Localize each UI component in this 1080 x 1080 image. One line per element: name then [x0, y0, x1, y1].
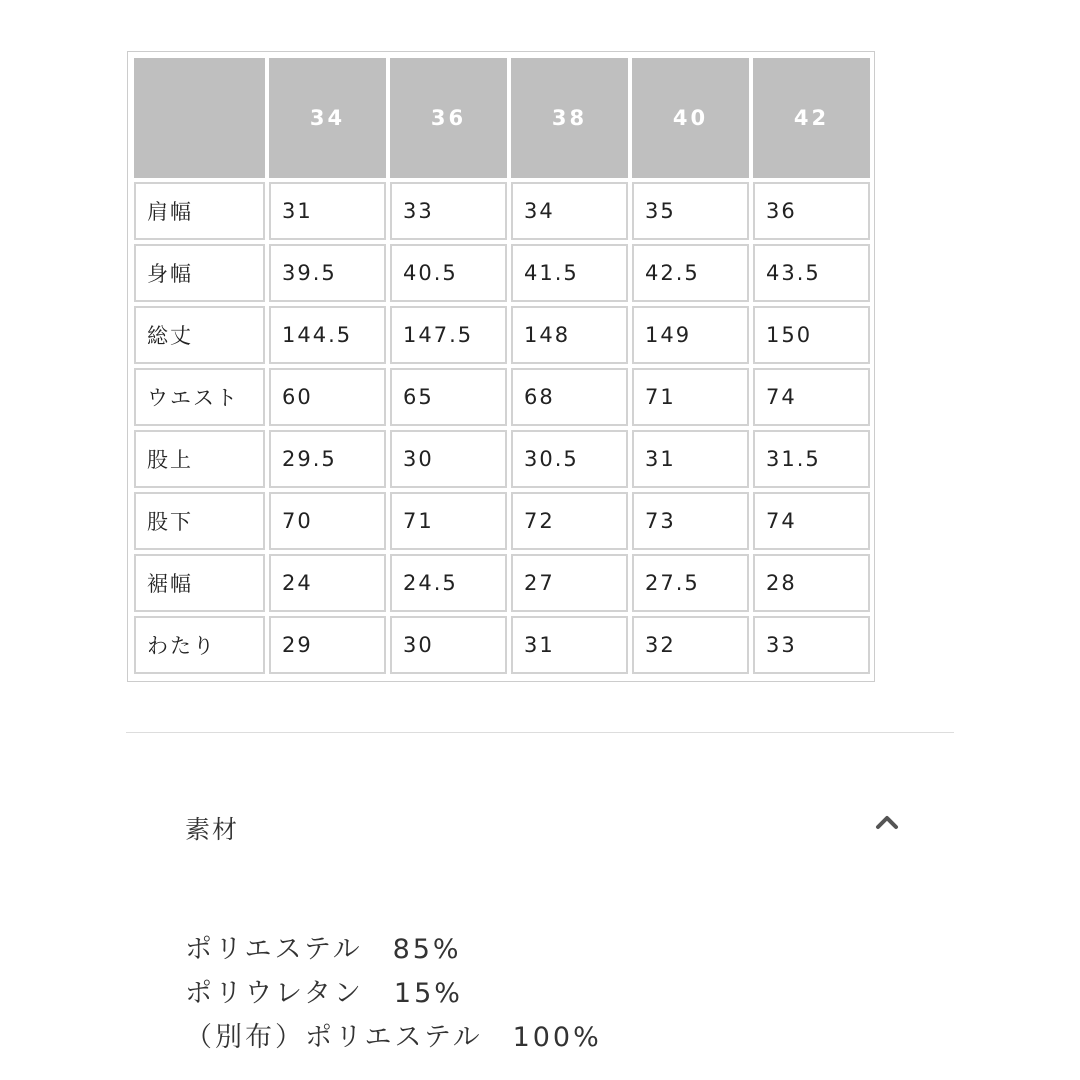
table-cell: 32: [632, 616, 749, 674]
table-row: [134, 492, 870, 550]
row-label: 総丈: [134, 306, 265, 364]
header-size-42: 42: [753, 58, 870, 178]
table-cell: 65: [390, 368, 507, 426]
table-cell: 147.5: [390, 306, 507, 364]
size-chart: [127, 51, 875, 682]
row-label: 股上: [134, 430, 265, 488]
table-cell: 27: [511, 554, 628, 612]
table-cell: 149: [632, 306, 749, 364]
material-accordion-header[interactable]: [126, 790, 954, 860]
table-cell: 42.5: [632, 244, 749, 302]
table-cell: 73: [632, 492, 749, 550]
table-cell: 29: [269, 616, 386, 674]
table-row: [134, 368, 870, 426]
row-label: ウエスト: [134, 368, 265, 426]
table-cell: 33: [390, 182, 507, 240]
table-row: [134, 306, 870, 364]
row-label: わたり: [134, 616, 265, 674]
table-cell: 36: [753, 182, 870, 240]
table-cell: 28: [753, 554, 870, 612]
table-cell: 144.5: [269, 306, 386, 364]
table-cell: 24.5: [390, 554, 507, 612]
table-cell: 148: [511, 306, 628, 364]
header-size-40: 40: [632, 58, 749, 178]
table-row: [134, 430, 870, 488]
table-cell: 34: [511, 182, 628, 240]
material-item: ポリウレタン 15%: [185, 978, 463, 1009]
table-row: [134, 244, 870, 302]
material-list: [185, 928, 602, 1060]
table-cell: 60: [269, 368, 386, 426]
table-cell: 30: [390, 616, 507, 674]
table-cell: 74: [753, 368, 870, 426]
table-cell: 30.5: [511, 430, 628, 488]
table-cell: 31: [632, 430, 749, 488]
table-row: [134, 554, 870, 612]
table-cell: 31: [511, 616, 628, 674]
table-cell: 30: [390, 430, 507, 488]
table-cell: 71: [390, 492, 507, 550]
table-cell: 31: [269, 182, 386, 240]
size-header-row: [134, 58, 870, 178]
table-cell: 70: [269, 492, 386, 550]
material-title: 素材: [185, 815, 240, 844]
table-row: [134, 616, 870, 674]
header-size-36: 36: [390, 58, 507, 178]
material-item: ポリエステル 85%: [185, 934, 462, 965]
table-cell: 35: [632, 182, 749, 240]
row-label: 身幅: [134, 244, 265, 302]
header-size-34: 34: [269, 58, 386, 178]
chevron-up-icon[interactable]: [872, 808, 902, 838]
table-cell: 33: [753, 616, 870, 674]
table-cell: 29.5: [269, 430, 386, 488]
size-table: [130, 54, 874, 678]
table-cell: 74: [753, 492, 870, 550]
table-cell: 72: [511, 492, 628, 550]
table-row: [134, 182, 870, 240]
table-cell: 24: [269, 554, 386, 612]
row-label: 裾幅: [134, 554, 265, 612]
table-cell: 71: [632, 368, 749, 426]
section-divider: [126, 732, 954, 733]
material-item: （別布）ポリエステル 100%: [185, 1022, 602, 1053]
table-cell: 27.5: [632, 554, 749, 612]
header-size-38: 38: [511, 58, 628, 178]
table-cell: 68: [511, 368, 628, 426]
table-cell: 31.5: [753, 430, 870, 488]
row-label: 股下: [134, 492, 265, 550]
header-corner-cell: [134, 58, 265, 178]
table-cell: 40.5: [390, 244, 507, 302]
table-cell: 43.5: [753, 244, 870, 302]
row-label: 肩幅: [134, 182, 265, 240]
table-cell: 150: [753, 306, 870, 364]
table-cell: 39.5: [269, 244, 386, 302]
table-cell: 41.5: [511, 244, 628, 302]
